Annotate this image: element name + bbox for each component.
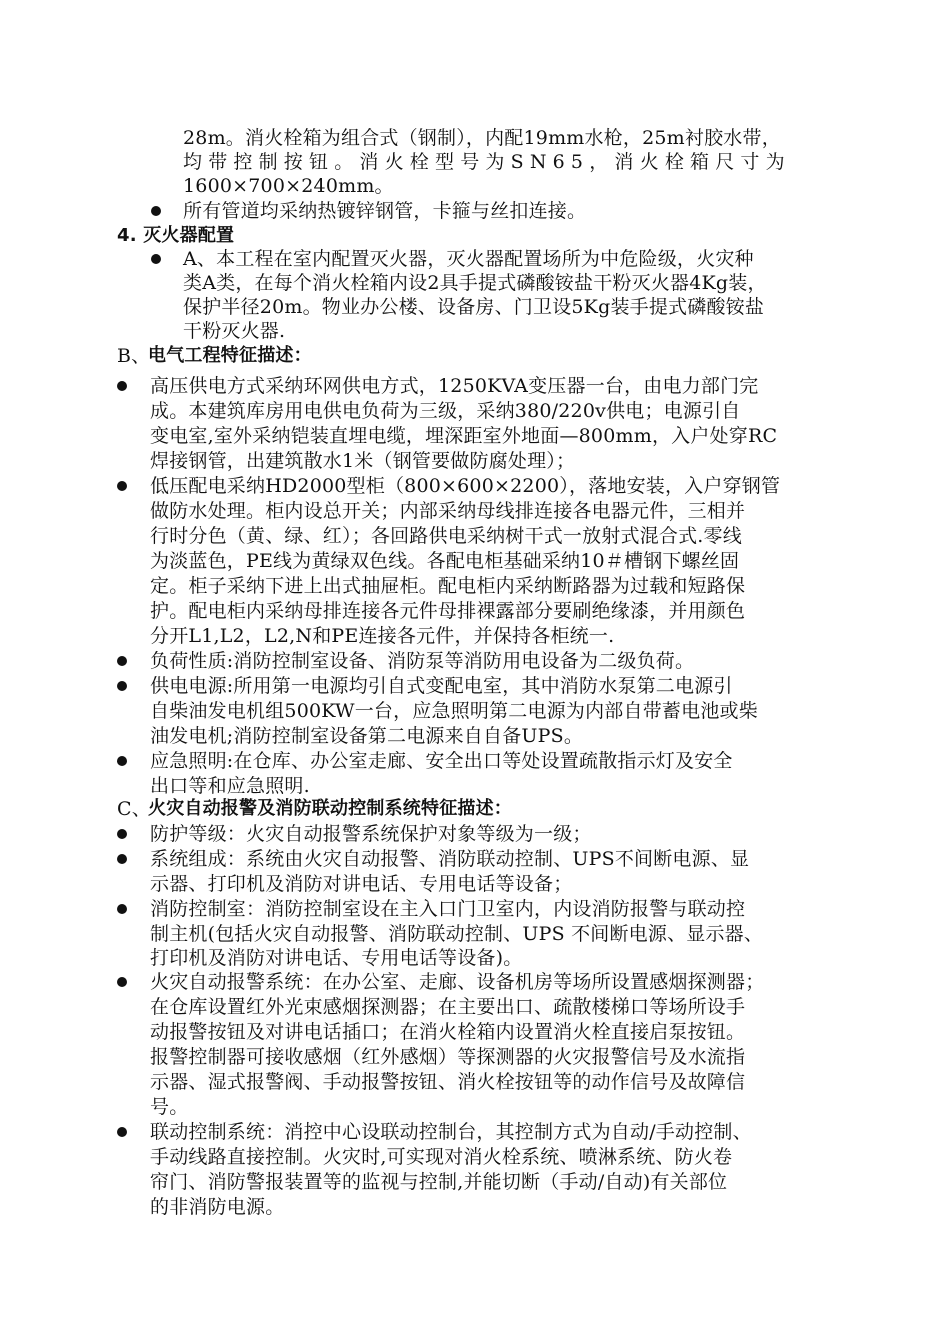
bullet-icon <box>117 854 127 864</box>
section-4-line-2: 类A类，在每个消火栓箱内设2具手提式磷酸铵盐干粉灭火器4Kg装， <box>183 272 767 294</box>
c-item-1-line-1: 防护等级：火灾自动报警系统保护对象等级为一级； <box>150 823 592 845</box>
c-item-2-line-1: 系统组成：系统由火灾自动报警、消防联动控制、UPS不间断电源、显 <box>150 848 750 870</box>
c-item-3-line-3: 打印机及消防对讲电话、专用电话等设备)。 <box>150 947 523 969</box>
c-item-5-line-2: 手动线路直接控制。火灾时,可实现对消火栓系统、喷淋系统、防火卷 <box>150 1146 733 1168</box>
top-line-2: 均带控制按钮。消火栓型号为SN65，消火栓箱尺寸为 <box>183 151 791 173</box>
bullet-icon <box>117 829 127 839</box>
section-c-prefix: C、 <box>117 798 151 820</box>
c-item-3-line-1: 消防控制室：消防控制室设在主入口门卫室内，内设消防报警与联动控 <box>150 898 746 920</box>
section-4-heading: 4. 灭火器配置 <box>117 225 235 246</box>
section-4-line-1: A、本工程在室内配置灭火器，灭火器配置场所为中危险级，火灾种 <box>183 248 754 270</box>
section-c-heading: 火灾自动报警及消防联动控制系统特征描述： <box>148 798 512 819</box>
bullet-icon <box>117 1127 127 1137</box>
b-item-4-line-1: 供电电源:所用第一电源均引自式变配电室，其中消防水泵第二电源引 <box>150 675 733 697</box>
c-item-4-line-6: 号。 <box>150 1096 189 1118</box>
b-item-2-line-2: 做防水处理。柜内设总开关；内部采纳母线排连接各电器元件，三相并 <box>150 500 746 522</box>
bullet-icon <box>117 977 127 987</box>
b-item-3-line-1: 负荷性质:消防控制室设备、消防泵等消防用电设备为二级负荷。 <box>150 650 695 672</box>
top-line-3: 1600×700×240mm。 <box>183 175 394 197</box>
c-item-3-line-2: 制主机(包括火灾自动报警、消防联动控制、UPS 不间断电源、显示器、 <box>150 923 764 945</box>
c-item-4-line-5: 示器、湿式报警阀、手动报警按钮、消火栓按钮等的动作信号及故障信 <box>150 1071 746 1093</box>
b-item-4-line-3: 油发电机;消防控制室设备第二电源来自自备UPS。 <box>150 725 584 747</box>
c-item-4-line-3: 动报警按钮及对讲电话插口；在消火栓箱内设置消火栓直接启泵按钮。 <box>150 1021 746 1043</box>
b-item-2-line-6: 护。配电柜内采纳母排连接各元件母排裸露部分要刷绝缘漆，并用颜色 <box>150 600 746 622</box>
b-item-2-line-5: 定。柜子采纳下进上出式抽屉柜。配电柜内采纳断路器为过载和短路保 <box>150 575 746 597</box>
bullet-icon <box>151 206 161 216</box>
b-item-1-line-3: 变电室,室外采纳铠装直埋电缆，埋深距室外地面—800mm，入户处穿RC <box>150 425 778 447</box>
bullet-icon <box>117 481 127 491</box>
c-item-4-line-4: 报警控制器可接收感烟（红外感烟）等探测器的火灾报警信号及水流指 <box>150 1046 746 1068</box>
bullet-pipe-text: 所有管道均采纳热镀锌钢管，卡箍与丝扣连接。 <box>183 200 587 222</box>
section-b-heading: 电气工程特征描述： <box>148 345 312 366</box>
b-item-1-line-4: 焊接钢管，出建筑散水1米（钢管要做防腐处理）； <box>150 450 576 472</box>
top-line-1: 28m。消火栓箱为组合式（钢制），内配19mm水枪，25m衬胶水带， <box>183 127 781 149</box>
b-item-2-line-3: 行时分色（黄、绿、红）；各回路供电采纳树干式一放射式混合式.零线 <box>150 525 742 547</box>
section-4-line-3: 保护半径20m。物业办公楼、设备房、门卫设5Kg装手提式磷酸铵盐 <box>183 296 765 318</box>
c-item-5-line-1: 联动控制系统：消控中心设联动控制台，其控制方式为自动/手动控制、 <box>150 1121 752 1143</box>
b-item-4-line-2: 自柴油发电机组500KW一台，应急照明第二电源为内部自带蓄电池或柴 <box>150 700 758 722</box>
bullet-icon <box>117 681 127 691</box>
b-item-1-line-2: 成。本建筑库房用电供电负荷为三级，采纳380/220v供电；电源引自 <box>150 400 741 422</box>
c-item-5-line-4: 的非消防电源。 <box>150 1196 285 1218</box>
b-item-1-line-1: 高压供电方式采纳环网供电方式，1250KVA变压器一台，由电力部门完 <box>150 375 759 397</box>
bullet-icon <box>117 756 127 766</box>
b-item-5-line-2: 出口等和应急照明. <box>150 775 310 797</box>
section-4-line-4: 干粉灭火器. <box>183 320 286 342</box>
b-item-2-line-1: 低压配电采纳HD2000型柜（800×600×2200），落地安装，入户穿钢管 <box>150 475 781 497</box>
b-item-5-line-1: 应急照明:在仓库、办公室走廊、安全出口等处设置疏散指示灯及安全 <box>150 750 733 772</box>
c-item-4-line-2: 在仓库设置红外光束感烟探测器；在主要出口、疏散楼梯口等场所设手 <box>150 996 746 1018</box>
c-item-5-line-3: 帘门、消防警报装置等的监视与控制,并能切断（手动/自动)有关部位 <box>150 1171 728 1193</box>
c-item-4-line-1: 火灾自动报警系统：在办公室、走廊、设备机房等场所设置感烟探测器； <box>150 971 765 993</box>
bullet-icon <box>117 381 127 391</box>
bullet-icon <box>151 254 161 264</box>
c-item-2-line-2: 示器、打印机及消防对讲电话、专用电话等设备； <box>150 873 573 895</box>
section-b-prefix: B、 <box>117 345 151 367</box>
bullet-icon <box>117 904 127 914</box>
bullet-icon <box>117 656 127 666</box>
b-item-2-line-7: 分开L1,L2，L2,N和PE连接各元件，并保持各柜统一. <box>150 625 615 647</box>
b-item-2-line-4: 为淡蓝色，PE线为黄绿双色线。各配电柜基础采纳10＃槽钢下螺丝固 <box>150 550 740 572</box>
